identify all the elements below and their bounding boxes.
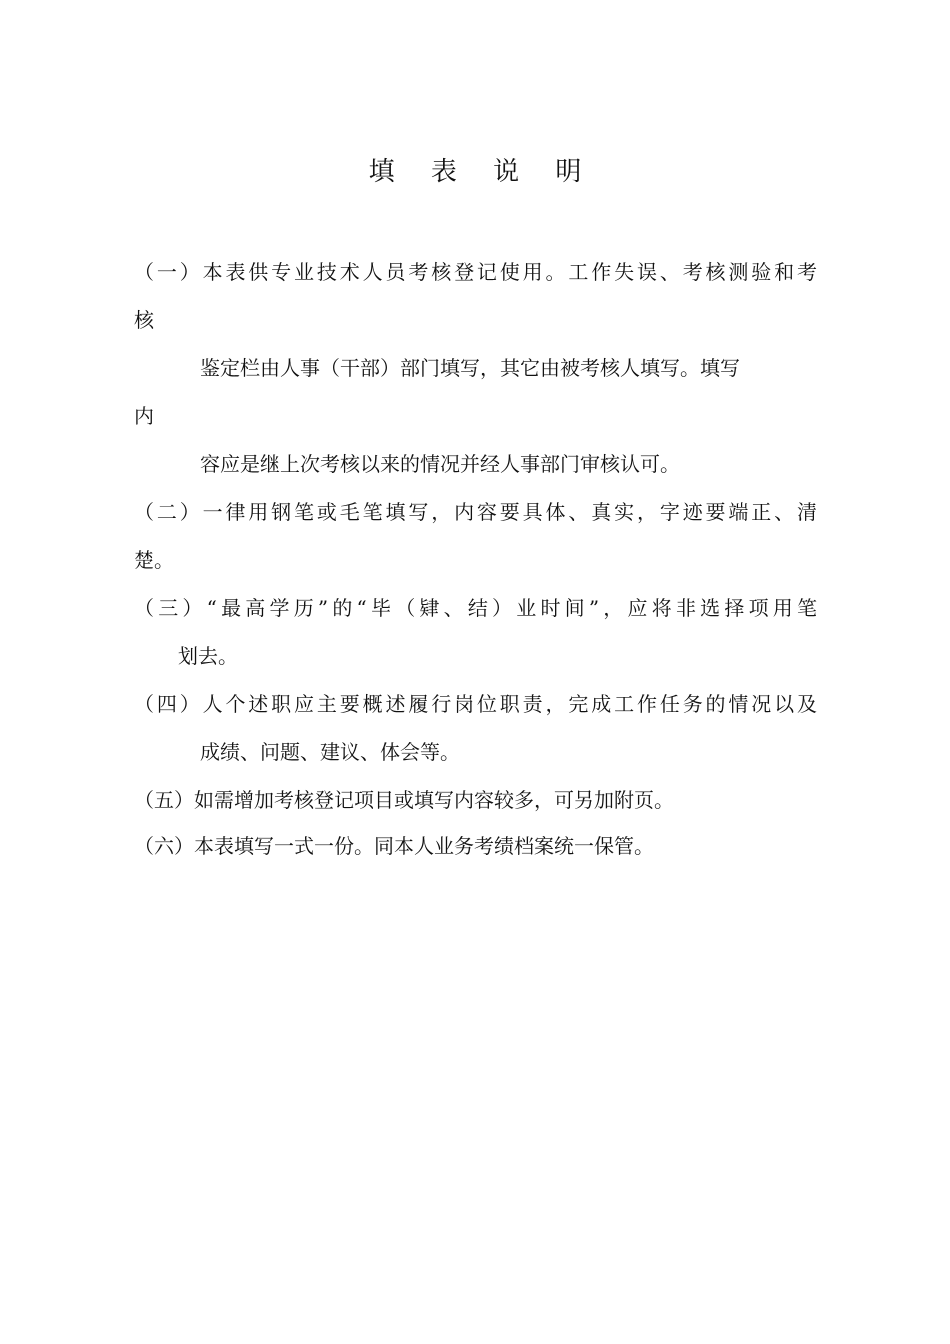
- instruction-line-1-cont-wrap: 内: [134, 404, 154, 428]
- instruction-line-3-wrap: 划去。: [178, 644, 238, 668]
- instruction-line-5: （五）如需增加考核登记项目或填写内容较多，可另加附页。: [134, 788, 674, 812]
- instruction-line-1-end: 容应是继上次考核以来的情况并经人事部门审核认可。: [200, 452, 680, 476]
- instruction-line-1: （一）本表供专业技术人员考核登记使用。工作失误、考核测验和考: [134, 260, 817, 284]
- instruction-line-4-wrap: 成绩、问题、建议、体会等。: [200, 740, 460, 764]
- page-title: 填 表 说 明: [368, 157, 596, 187]
- instruction-line-3: （三）“最高学历”的“毕（肄、结）业时间”，应将非选择项用笔: [134, 596, 817, 620]
- instruction-line-2-wrap: 楚。: [134, 548, 174, 572]
- instruction-line-4: （四）人个述职应主要概述履行岗位职责，完成工作任务的情况以及: [134, 692, 817, 716]
- instruction-line-2: （二）一律用钢笔或毛笔填写，内容要具体、真实，字迹要端正、清: [134, 500, 817, 524]
- instruction-line-1-wrap: 核: [134, 308, 154, 332]
- instruction-line-6: （六）本表填写一式一份。同本人业务考绩档案统一保管。: [134, 834, 654, 858]
- instruction-line-1-cont: 鉴定栏由人事（干部）部门填写，其它由被考核人填写。填写: [200, 356, 740, 380]
